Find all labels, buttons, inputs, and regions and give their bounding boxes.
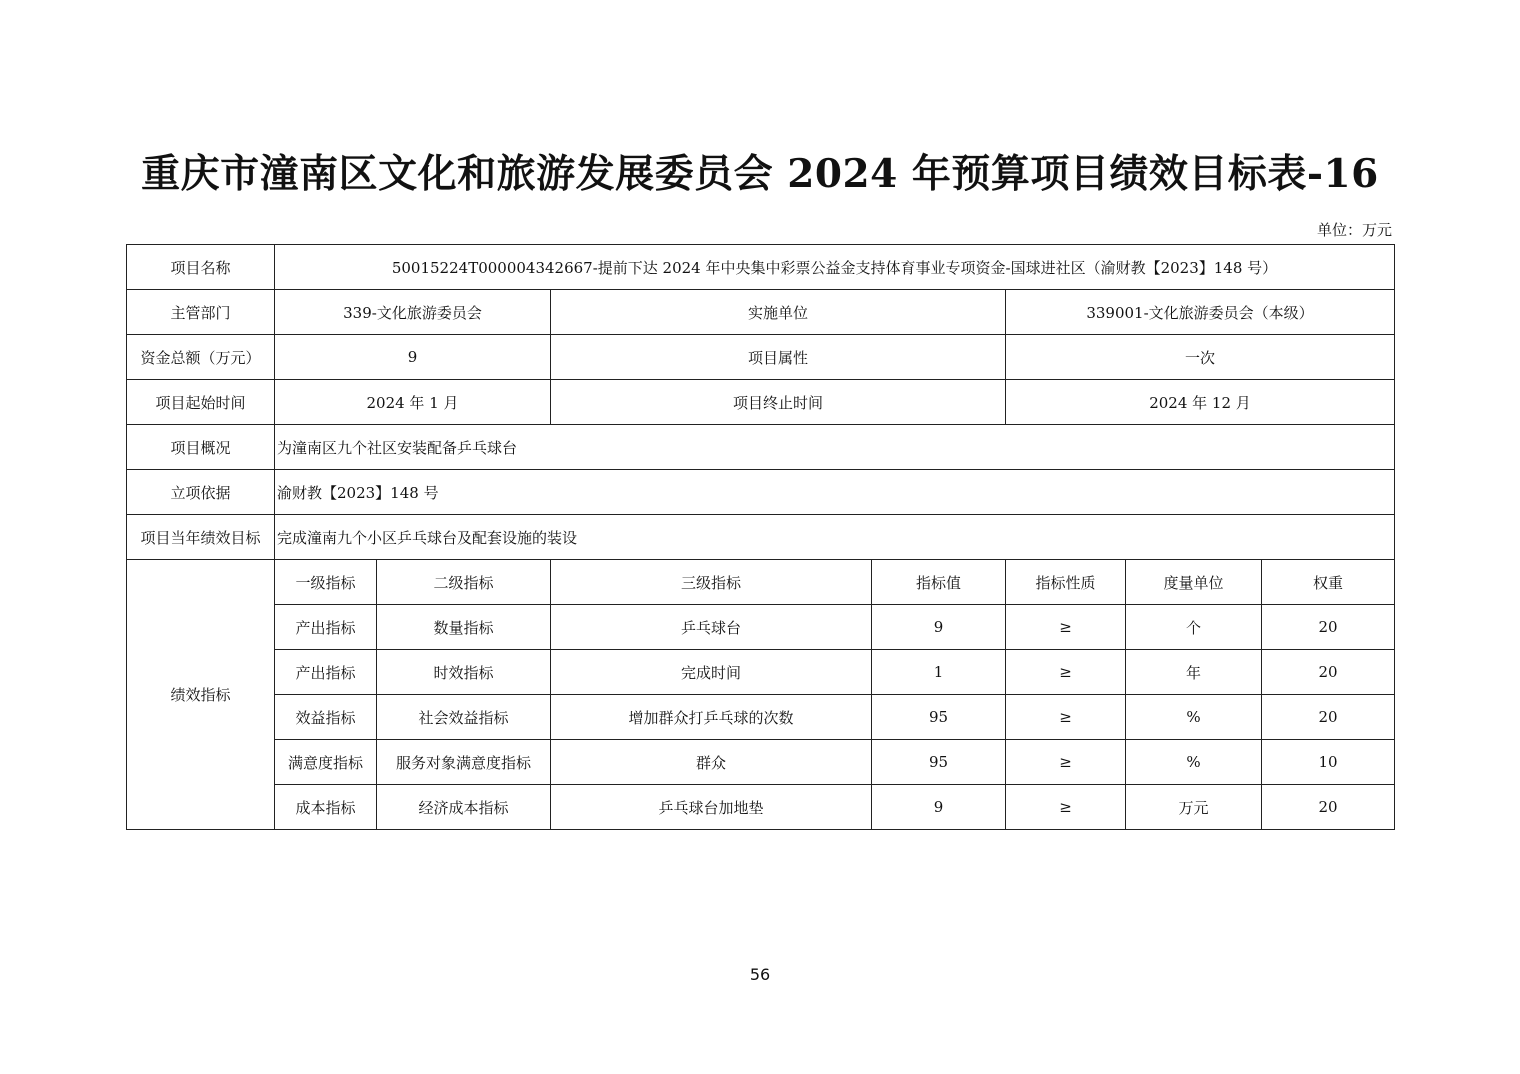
indicator-level2: 数量指标 xyxy=(377,605,551,650)
project-name-row xyxy=(127,245,1395,290)
project-name-label: 项目名称 xyxy=(127,245,275,290)
indicator-unit: 万元 xyxy=(1126,785,1262,830)
goal-value: 完成潼南九个小区乒乓球台及配套设施的装设 xyxy=(275,515,1395,560)
impl-label: 实施单位 xyxy=(551,290,1006,335)
header-value: 指标值 xyxy=(872,560,1006,605)
attr-value: 一次 xyxy=(1006,335,1395,380)
fund-label: 资金总额（万元） xyxy=(127,335,275,380)
goal-row xyxy=(127,515,1395,560)
indicator-weight: 20 xyxy=(1262,605,1395,650)
header-level3: 三级指标 xyxy=(551,560,872,605)
indicator-level3: 完成时间 xyxy=(551,650,872,695)
time-row xyxy=(127,380,1395,425)
indicator-value: 95 xyxy=(872,740,1006,785)
indicator-row xyxy=(127,740,1395,785)
indicator-section-label: 绩效指标 xyxy=(127,560,275,830)
indicator-value: 9 xyxy=(872,785,1006,830)
header-nature: 指标性质 xyxy=(1006,560,1126,605)
start-value: 2024 年 1 月 xyxy=(275,380,551,425)
header-level1: 一级指标 xyxy=(275,560,377,605)
indicator-row xyxy=(127,650,1395,695)
unit-label: 单位：万元 xyxy=(1316,221,1392,239)
dept-label: 主管部门 xyxy=(127,290,275,335)
indicator-level1: 满意度指标 xyxy=(275,740,377,785)
indicator-row xyxy=(127,605,1395,650)
dept-value: 339-文化旅游委员会 xyxy=(275,290,551,335)
impl-value: 339001-文化旅游委员会（本级） xyxy=(1006,290,1395,335)
basis-value: 渝财教【2023】148 号 xyxy=(275,470,1395,515)
basis-row xyxy=(127,470,1395,515)
indicator-nature: ≥ xyxy=(1006,605,1126,650)
indicator-level1: 产出指标 xyxy=(275,605,377,650)
indicator-value: 1 xyxy=(872,650,1006,695)
overview-row xyxy=(127,425,1395,470)
start-label: 项目起始时间 xyxy=(127,380,275,425)
document-title: 重庆市潼南区文化和旅游发展委员会 2024 年预算项目绩效目标表-16 xyxy=(141,151,1379,197)
project-name-value: 50015224T000004342667-提前下达 2024 年中央集中彩票公益金支持体育事业专项资金-国球进社区（渝财教【2023】148 号） xyxy=(275,245,1395,290)
fund-value: 9 xyxy=(275,335,551,380)
indicator-nature: ≥ xyxy=(1006,695,1126,740)
performance-table xyxy=(126,244,1395,830)
basis-label: 立项依据 xyxy=(127,470,275,515)
indicator-weight: 10 xyxy=(1262,740,1395,785)
indicator-row xyxy=(127,785,1395,830)
header-level2: 二级指标 xyxy=(377,560,551,605)
indicator-level3: 群众 xyxy=(551,740,872,785)
indicator-unit: % xyxy=(1126,695,1262,740)
indicator-level2: 时效指标 xyxy=(377,650,551,695)
end-value: 2024 年 12 月 xyxy=(1006,380,1395,425)
header-weight: 权重 xyxy=(1262,560,1395,605)
indicator-level1: 效益指标 xyxy=(275,695,377,740)
overview-label: 项目概况 xyxy=(127,425,275,470)
indicator-weight: 20 xyxy=(1262,695,1395,740)
indicator-row xyxy=(127,695,1395,740)
indicator-level3: 乒乓球台加地垫 xyxy=(551,785,872,830)
indicator-unit: 年 xyxy=(1126,650,1262,695)
end-label: 项目终止时间 xyxy=(551,380,1006,425)
page-number: 56 xyxy=(749,965,771,984)
indicator-value: 9 xyxy=(872,605,1006,650)
indicator-level2: 经济成本指标 xyxy=(377,785,551,830)
indicator-level1: 产出指标 xyxy=(275,650,377,695)
indicator-nature: ≥ xyxy=(1006,650,1126,695)
indicator-weight: 20 xyxy=(1262,650,1395,695)
indicator-level2: 服务对象满意度指标 xyxy=(377,740,551,785)
indicator-level2: 社会效益指标 xyxy=(377,695,551,740)
indicator-header-row xyxy=(127,560,1395,605)
indicator-unit: 个 xyxy=(1126,605,1262,650)
indicator-nature: ≥ xyxy=(1006,785,1126,830)
overview-value: 为潼南区九个社区安装配备乒乓球台 xyxy=(275,425,1395,470)
department-row xyxy=(127,290,1395,335)
goal-label: 项目当年绩效目标 xyxy=(127,515,275,560)
indicator-level3: 乒乓球台 xyxy=(551,605,872,650)
indicator-value: 95 xyxy=(872,695,1006,740)
indicator-unit: % xyxy=(1126,740,1262,785)
indicator-level1: 成本指标 xyxy=(275,785,377,830)
header-unit: 度量单位 xyxy=(1126,560,1262,605)
attr-label: 项目属性 xyxy=(551,335,1006,380)
indicator-nature: ≥ xyxy=(1006,740,1126,785)
indicator-weight: 20 xyxy=(1262,785,1395,830)
indicator-level3: 增加群众打乒乓球的次数 xyxy=(551,695,872,740)
fund-row xyxy=(127,335,1395,380)
